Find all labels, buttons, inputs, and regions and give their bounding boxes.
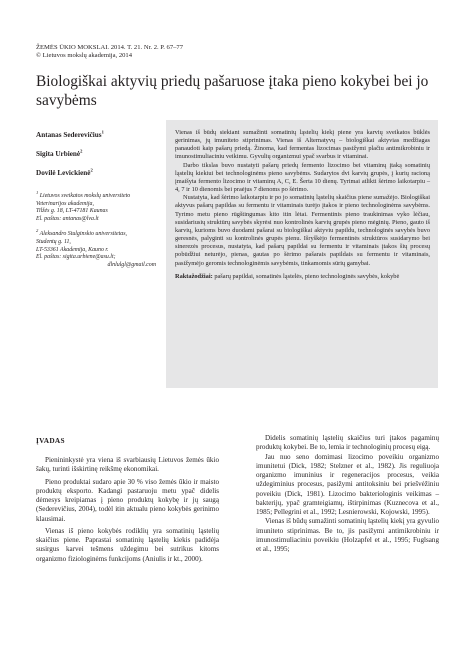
affiliation-email: El. paštas: antanas@lva.lt: [36, 215, 99, 222]
body-paragraph: Didelis somatinių ląstelių skaičius turi įtakos pagaminų produktų kokybei. Be to, lemia ir technologinių procesų eigą.: [256, 434, 439, 452]
right-column: [256, 434, 439, 554]
body-paragraph: Vienas iš pieno kokybės rodiklių yra somatinių ląstelių skaičius piene. Paprastai somatinių ląstelių kiekis padidėja susirgus karvei tešmens uždegimu bei sutrikus kitoms organizmo fiziologinėms funkcijoms (Aniulis ir kt., 2000).: [36, 526, 219, 563]
affiliation-2: [36, 228, 156, 269]
abstract-paragraph: Darbo tikslas buvo nustatyti pašarų priedų fermento lizocimo bei vitaminų įtaką somatinių ląstelių kiekiui bei technologinėms pieno savybėms. Sudarytos dvi karvių grupės, į kurių racioną įmaišyta fermento lizocimo ir vitaminų A, C, E. Šerta 10 dienų. Tyrimai atlikti šėrimo laikotarpiu – 4, 7 ir 10 dienomis bei praėjus 7 dienoms po šėrimo.: [175, 161, 430, 194]
abstract-paragraph: Nustatyta, kad šėrimo laikotarpiu ir po jo somatinių ląstelių skaičius piene sumažėjo. Biologiškai aktyvus pašarų papildas su fermentu ir vitaminais turėjo įtakos ir pieno technologinėms savybėms. Tyrimo metu pieno rūgštingumas kito itin lėtai. Fermentinis pieno traukinimas vyko lėčiau, susidariusių struktūrų savybės skyrėsi nuo kontrolinės karvių grupės pieno mėginių. Pieno, gauto iš karvių, kurioms buvo duodami pašarai su biologiškai aktyviu papildu, technologinės savybės buvo geresnės, palyginti su kontrolinės grupės pienu. Išryškėjo fermentinės struktūros susidarymo bei sinerezės procesus, nustatyta, kad pašarų papildai su fermentu ir vitaminais įtakos šių procesų pobūdžiui neturėjo, pienas, gautas po šėrimo pašarais papildais su fermentu ir vitaminais, pasižymėjo geromis technologinėmis savybėmis, tinkamomis sūrių gamybai.: [175, 194, 430, 267]
affiliation-line: Lietuvos sveikatos mokslų universiteto: [39, 193, 131, 199]
author-sup: 1: [101, 129, 104, 135]
author-name: Sigita Urbienė: [36, 150, 81, 158]
left-column: [36, 436, 219, 567]
keywords-list: pašarų papildai, somatinės ląstelės, pieno technologinės savybės, kokybė: [214, 272, 400, 280]
keywords: [175, 273, 430, 281]
body-paragraph: Jau nuo seno domimasi lizocimo poveikiu organizmo imunitetui (Dick, 1982; Stelzner et al., 1982). Jis reguliuoja organizmo imuninius ir regeneracijos procesus, veikia uždegiminius procesus, pasižymi antitoksiniu bei priešvėžiniu poveikiu (Dick, 1981). Lizocimo bakteriologinis veikimas – bakterijų, ypač gramteigiamų, ištirpinimas (Kuznecova et al., 1985; Pellegrini et al., 1992; Lesnierowski, Kojowski, 1995).: [256, 452, 439, 516]
journal-citation: ŽEMĖS ŪKIO MOKSLAI. 2014. T. 21. Nr. 2. P. 67–77: [36, 44, 184, 51]
affiliation-line: Studentų g. 11,: [36, 238, 71, 245]
body-paragraph: Pienininkystė yra viena iš svarbiausių Lietuvos žemės ūkio šakų, turinti išskirtinę reikšmę ekonomikai.: [36, 456, 219, 474]
affiliation-1: [36, 190, 156, 223]
abstract-paragraph: Vienas iš būdų siekiant sumažinti somatinių ląstelių kiekį piene yra karvių sveikatos būklės gerinimas, jų imuniteto stiprinimas. Vienas iš Alternatyvų – biologiškai aktyvias medžiagas panaudoti kaip pašarų priedą. Žinoma, kad fermentas lizocimas pasižymi plačiu antimikrobiniu ir imunostimuliaciniu veikimu. Gyvulių organizmui ypač svarbus ir vitaminai.: [175, 129, 430, 161]
affiliation-sup: 1: [36, 190, 39, 196]
body-paragraph: Vienas iš būdų sumažinti somatinių ląstelių kiekį yra gyvulio imuniteto stiprinimas. Be to, jis pasižymi antimikrobiniu ir imunostimuliaciniu poveikiu (Holzapfel et al., 1995; Fuglsang et al., 1995;: [256, 517, 439, 553]
author-2: [36, 149, 156, 168]
author-3: [36, 168, 156, 187]
article-title: Biologiškai aktyvių priedų pašaruose įtaka pieno kokybei bei jo savybėms: [36, 73, 429, 109]
affiliation-sup: 2: [36, 228, 39, 234]
affiliation-email: dlnlulgl@gmail.com: [107, 261, 156, 268]
author-block: [36, 130, 156, 269]
affiliation-email: El. paštas: sigita.urbiene@asu.lt;: [36, 254, 116, 261]
section-heading: ĮVADAS: [36, 436, 65, 445]
body-paragraph: Pieno produktai sudaro apie 30 % viso žemės ūkio ir maisto produktų eksporto. Kadangi pastaruoju metu ypač didelis dėmesys kreipiamas į pieno produktų kokybę ir jų saugą (Sederevičius, 2004), todėl itin aktualu pieno kokybės gerinimo klausimai.: [36, 477, 219, 523]
affiliation-line: Aleksandro Stulginskio universitetas,: [39, 231, 127, 238]
author-name: Antanas Sederevičius: [36, 131, 102, 139]
author-1: [36, 130, 156, 149]
author-name: Dovilė Levickienė: [36, 169, 91, 177]
author-sup: 2: [90, 167, 93, 173]
affiliation-line: Veterinarijos akademija,: [36, 200, 94, 207]
affiliation-line: LT-53361 Akademija, Kauno r.: [36, 246, 109, 253]
abstract-box: [166, 120, 438, 388]
journal-copyright: © Lietuvos mokslų akademija, 2014: [36, 52, 133, 59]
keywords-label: Raktažodžiai:: [175, 272, 213, 280]
affiliation-line: Tilžės g. 18, LT-47181 Kaunas: [36, 208, 108, 215]
author-sup: 2: [80, 148, 83, 154]
